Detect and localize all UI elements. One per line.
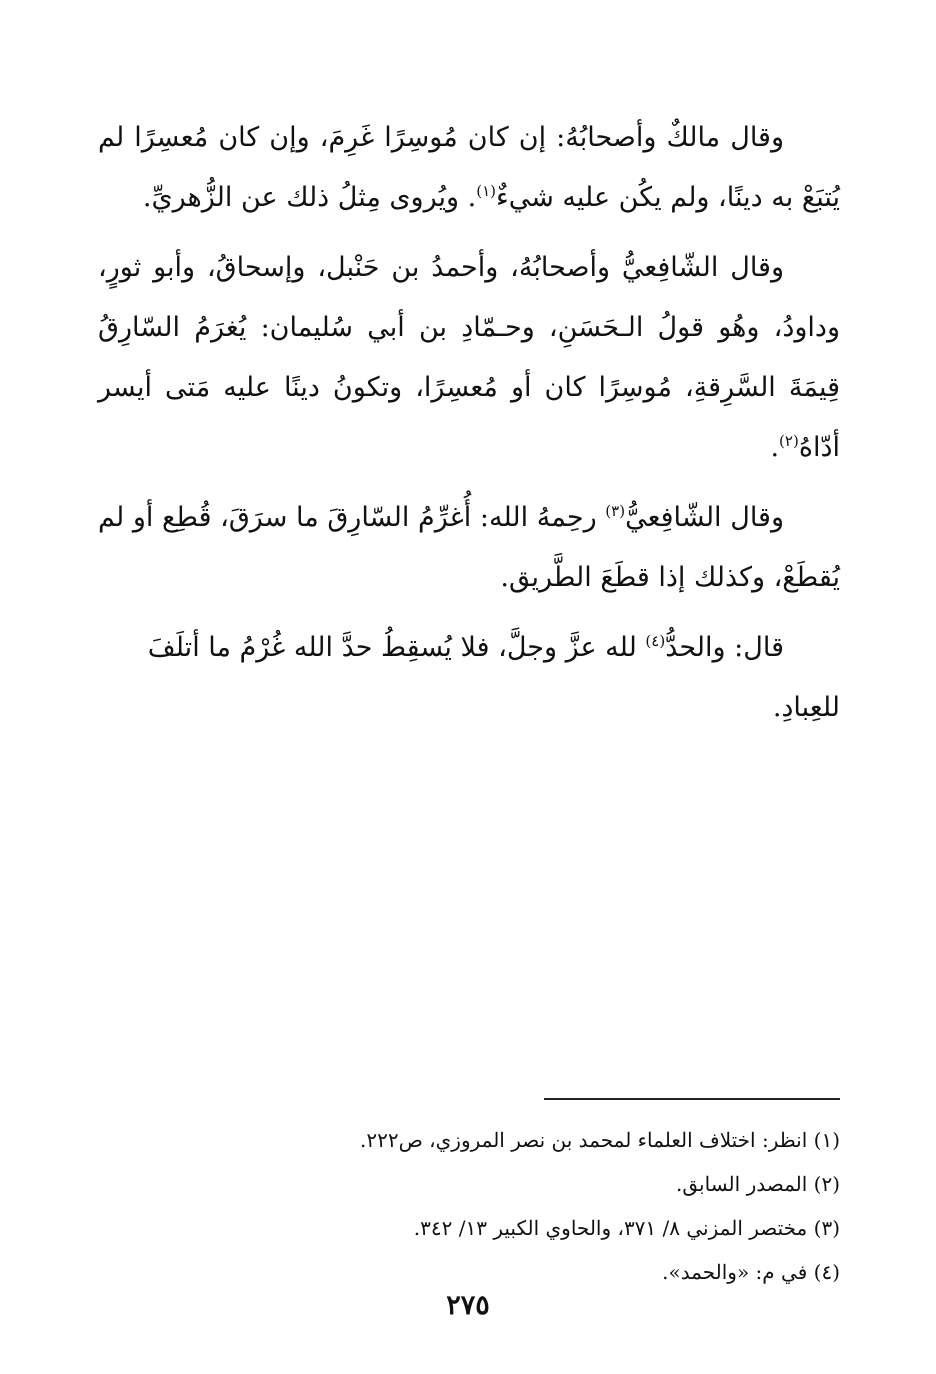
footnote-divider (544, 1098, 840, 1100)
footnote-2: (٢) المصدر السابق. (676, 1172, 840, 1196)
footnote-ref-4: (٤) (645, 632, 666, 650)
paragraph-text: . (770, 432, 780, 463)
paragraph-hadd (98, 618, 840, 738)
footnote-ref-3: (٣) (605, 502, 626, 520)
paragraph-text: وقال مالكٌ وأصحابُهُ: إن كان مُوسِرًا غَرِمَ، وإن كان مُعسِرًا لم يُتبَعْ به دينًا، ولم يكُن عليه شيءٌ (98, 122, 840, 213)
footnote-ref-1: (١) (476, 182, 496, 200)
paragraph-shafii-ashab (98, 238, 840, 478)
footnotes (300, 1118, 840, 1294)
paragraph-malik (98, 108, 840, 228)
paragraph-text: قال: والحدُّ (665, 632, 784, 663)
paragraph-text: . ويُروى مِثلُ ذلك عن الزُّهريِّ. (142, 182, 477, 213)
main-text (98, 108, 840, 748)
paragraph-text: وقال الشّافِعيُّ (625, 502, 785, 533)
footnote-ref-2: (٢) (779, 432, 799, 450)
paragraph-text: وقال الشّافِعيُّ وأصحابُهُ، وأحمدُ بن حَنْبل، وإسحاقُ، وأبو ثورٍ، وداودُ، وهُو قولُ الـحَسَنِ، وحـمّادِ بن أبي سُليمان: يُغرَمُ السّارِقُ قِيمَةَ السَّرِقةِ، مُوسِرًا كان أو مُعسِرًا، وتكونُ دينًا عليه مَتى أيسر أدّاهُ (98, 252, 840, 463)
paragraph-shafii (98, 488, 840, 608)
page-number: ٢٧٥ (446, 1290, 490, 1321)
paragraph-text: رحِمهُ الله: أُغرِّمُ السّارِقَ ما سرَقَ، قُطِع أو لم يُقطَعْ، وكذلك إذا قطَعَ الطَّريق. (98, 502, 840, 593)
footnote-4: (٤) في م: «والحمد». (662, 1260, 840, 1284)
paragraph-text: لله عزَّ وجلَّ، فلا يُسقِطُ حدَّ الله غُرْمُ ما أتلَفَ للعِبادِ. (147, 632, 840, 723)
footnote-1: (١) انظر: اختلاف العلماء لمحمد بن نصر المروزي، ص٢٢٢. (360, 1128, 840, 1152)
footnote-3: (٣) مختصر المزني ٨/ ٣٧١، والحاوي الكبير ١٣/ ٣٤٢. (413, 1216, 840, 1240)
